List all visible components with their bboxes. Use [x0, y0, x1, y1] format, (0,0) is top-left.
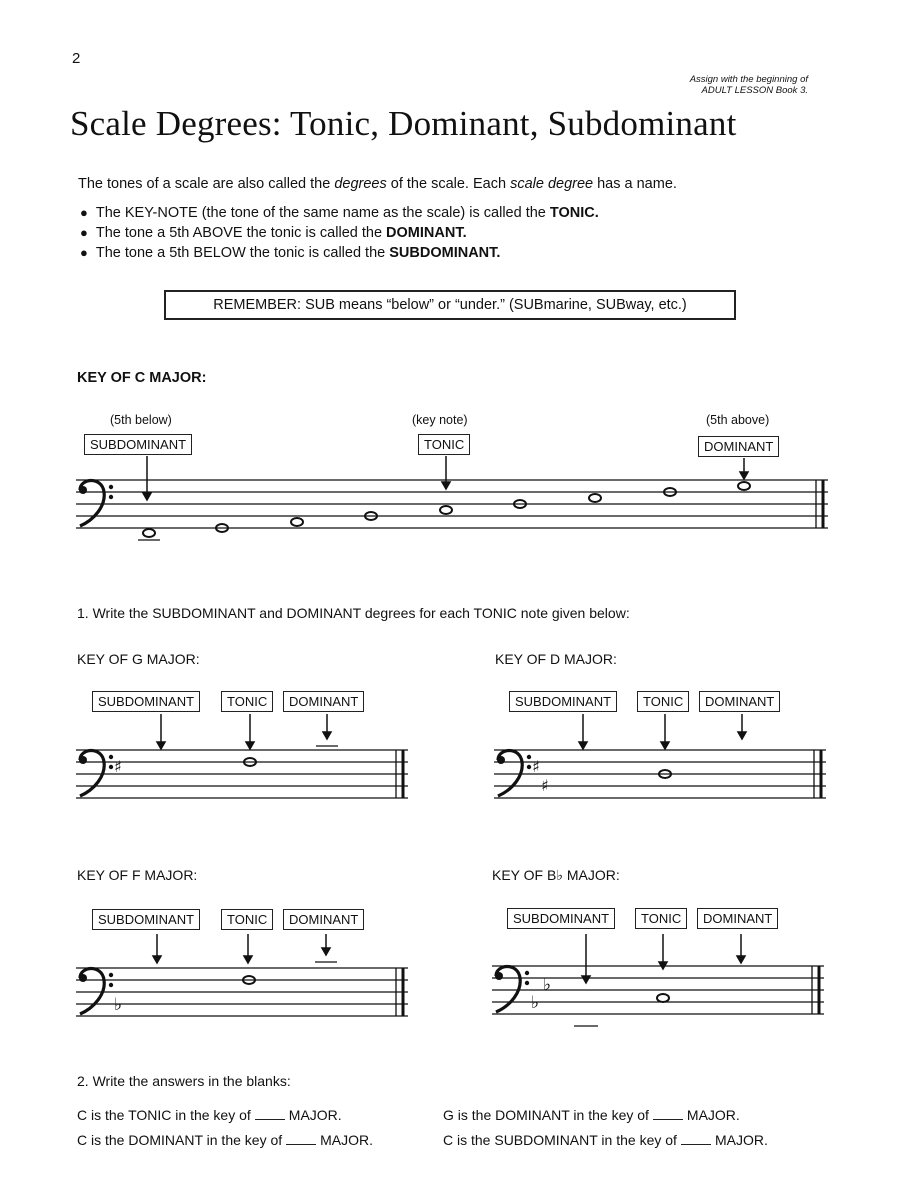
blank-question-4 [443, 1132, 768, 1148]
bflat-subdominant-box: SUBDOMINANT [507, 908, 615, 929]
note-g2 [738, 482, 750, 490]
blank-question-3 [77, 1132, 373, 1148]
f-tonic-box: TONIC [221, 909, 273, 930]
definition-term: TONIC. [549, 205, 599, 221]
question-suffix: MAJOR. [686, 1107, 740, 1123]
svg-text:♭: ♭ [114, 995, 123, 1015]
g-subdominant-box: SUBDOMINANT [92, 691, 200, 712]
svg-text:♭: ♭ [531, 993, 540, 1013]
bflat-major-staff [492, 934, 824, 1026]
c-major-heading: KEY OF C MAJOR: [77, 370, 207, 386]
question-text: C is the DOMINANT in the key of [77, 1132, 283, 1148]
dom-paren-label: (5th above) [706, 413, 770, 427]
note-a [291, 518, 303, 526]
f-subdominant-box: SUBDOMINANT [92, 909, 200, 930]
d-dominant-box: DOMINANT [699, 691, 780, 712]
definition-text: The KEY-NOTE (the tone of the same name as the scale) is called the [95, 205, 550, 221]
page-title: Scale Degrees: Tonic, Dominant, Subdominant [70, 104, 737, 143]
definition-text: The tone a 5th ABOVE the tonic is called the [95, 225, 387, 241]
d-subdominant-box: SUBDOMINANT [509, 691, 617, 712]
exercise-2-instruction: 2. Write the answers in the blanks: [77, 1073, 291, 1089]
page-number: 2 [72, 50, 81, 67]
d-tonic-box: TONIC [637, 691, 689, 712]
subdominant-label-box: SUBDOMINANT [84, 434, 192, 455]
answer-blank[interactable] [255, 1119, 285, 1120]
d-major-staff [494, 714, 826, 798]
f-major-staff [76, 934, 408, 1016]
g-major-heading: KEY OF G MAJOR: [77, 651, 200, 667]
exercise-1-instruction: 1. Write the SUBDOMINANT and DOMINANT degrees for each TONIC note given below: [77, 605, 630, 621]
svg-text:♯: ♯ [532, 757, 540, 776]
g-major-staff [76, 714, 408, 798]
svg-text:♭: ♭ [543, 975, 552, 995]
note-f [143, 529, 155, 537]
note-c [440, 506, 452, 514]
d-major-heading: KEY OF D MAJOR: [495, 651, 617, 667]
svg-text:♯: ♯ [114, 757, 122, 776]
remember-box: REMEMBER: SUB means “below” or “under.” (SUBmarine, SUBway, etc.) [164, 290, 736, 320]
note-e [589, 494, 601, 502]
sub-paren-label: (5th below) [110, 413, 172, 427]
bass-clef-icon [79, 481, 113, 527]
tonic-paren-label: (key note) [412, 413, 468, 427]
blank-question-2 [443, 1107, 740, 1123]
assign-note-line-1: Assign with the beginning of [689, 74, 808, 85]
f-major-heading: KEY OF F MAJOR: [77, 867, 198, 883]
question-suffix: MAJOR. [714, 1132, 768, 1148]
c-major-scale-notes [138, 482, 750, 540]
question-text: G is the DOMINANT in the key of [443, 1107, 649, 1123]
g-tonic-box: TONIC [221, 691, 273, 712]
blank-question-1 [77, 1107, 342, 1123]
bflat-dominant-box: DOMINANT [697, 908, 778, 929]
intro-part-1: The tones of a scale are also called the [78, 176, 335, 192]
assign-note-line-2: ADULT LESSON Book 3. [701, 85, 808, 96]
question-text: C is the SUBDOMINANT in the key of [443, 1132, 677, 1148]
answer-blank[interactable] [653, 1119, 683, 1120]
definition-text: The tone a 5th BELOW the tonic is called the [95, 245, 390, 261]
definition-term: SUBDOMINANT. [389, 245, 501, 261]
dominant-label-box: DOMINANT [698, 436, 779, 457]
answer-blank[interactable] [286, 1144, 316, 1145]
intro-em-1: degrees [334, 176, 387, 192]
svg-text:♯: ♯ [541, 776, 549, 795]
bflat-major-heading: KEY OF B♭ MAJOR: [492, 867, 620, 883]
question-suffix: MAJOR. [288, 1107, 342, 1123]
bflat-tonic-box: TONIC [635, 908, 687, 929]
tonic-label-box: TONIC [418, 434, 470, 455]
g-dominant-box: DOMINANT [283, 691, 364, 712]
intro-em-2: scale degree [510, 176, 594, 192]
definition-term: DOMINANT. [386, 225, 467, 241]
f-dominant-box: DOMINANT [283, 909, 364, 930]
question-text: C is the TONIC in the key of [77, 1107, 251, 1123]
question-suffix: MAJOR. [320, 1132, 374, 1148]
intro-part-3: has a name. [593, 176, 677, 192]
intro-part-2: of the scale. Each [386, 176, 511, 192]
answer-blank[interactable] [681, 1144, 711, 1145]
